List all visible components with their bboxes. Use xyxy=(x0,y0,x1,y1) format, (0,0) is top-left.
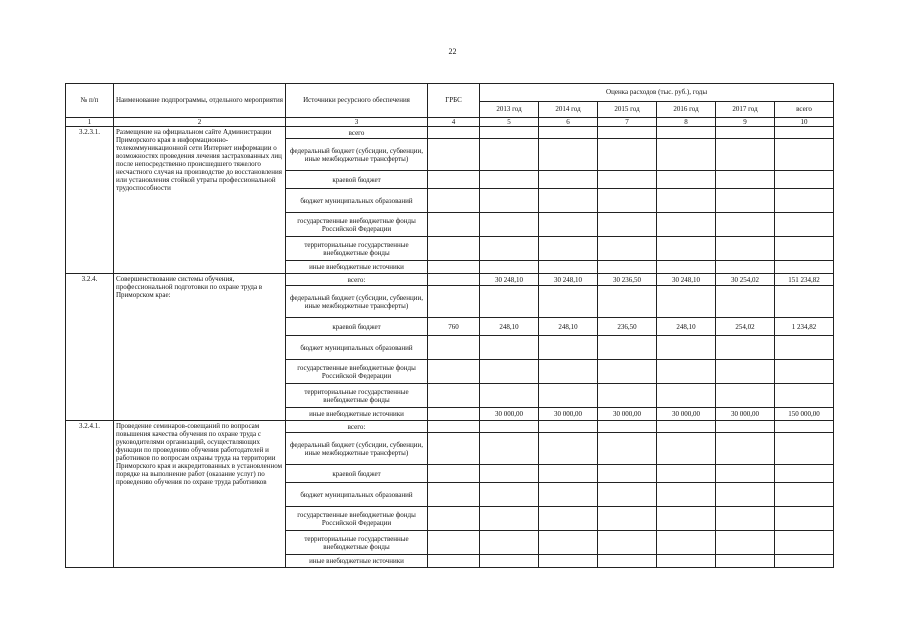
year-value: 30 000,00 xyxy=(480,408,539,421)
grbs-code xyxy=(428,465,480,483)
year-value: 248,10 xyxy=(480,318,539,336)
item-name: Размещение на официальном сайте Администрации Приморского края в информационно-телекоммуникационной сети Интернет информации о возможностях проведения лечения застрахованных лиц после непосредственно происшедшего тяжелого несчастного случая на производстве до восстановления или установления стойкой утраты профессиональной трудоспособности xyxy=(114,127,286,274)
grbs-code xyxy=(428,213,480,237)
year-value: 30 248,10 xyxy=(480,274,539,286)
header-total: всего xyxy=(775,102,834,118)
grbs-code xyxy=(428,507,480,531)
year-value xyxy=(598,261,657,274)
year-value xyxy=(716,237,775,261)
funding-source: иные внебюджетные источники xyxy=(286,555,428,568)
year-value xyxy=(716,421,775,433)
year-value xyxy=(657,261,716,274)
column-index: 9 xyxy=(716,118,775,127)
funding-source: территориальные государственные внебюджетные фонды xyxy=(286,531,428,555)
year-value xyxy=(480,433,539,465)
year-value xyxy=(657,384,716,408)
grbs-code xyxy=(428,237,480,261)
year-value xyxy=(657,483,716,507)
year-value xyxy=(539,139,598,171)
year-value xyxy=(480,483,539,507)
year-value xyxy=(539,483,598,507)
year-value xyxy=(657,507,716,531)
grbs-code xyxy=(428,127,480,139)
year-value xyxy=(716,507,775,531)
year-value xyxy=(598,433,657,465)
year-value xyxy=(480,336,539,360)
year-value xyxy=(480,171,539,189)
column-index: 8 xyxy=(657,118,716,127)
funding-source: всего: xyxy=(286,421,428,433)
grbs-code xyxy=(428,336,480,360)
funding-source: краевой бюджет xyxy=(286,465,428,483)
year-value xyxy=(539,465,598,483)
year-value xyxy=(598,171,657,189)
year-value xyxy=(716,555,775,568)
funding-source: государственные внебюджетные фонды Российской Федерации xyxy=(286,360,428,384)
header-row-top xyxy=(66,84,834,102)
header-estimate: Оценка расходов (тыс. руб.), годы xyxy=(480,84,834,102)
year-value xyxy=(657,465,716,483)
year-value: 30 000,00 xyxy=(598,408,657,421)
year-value: 248,10 xyxy=(657,318,716,336)
header-source: Источники ресурсного обеспечения xyxy=(286,84,428,118)
year-value xyxy=(598,189,657,213)
item-code: 3.2.3.1. xyxy=(66,127,114,274)
grbs-code xyxy=(428,408,480,421)
year-value xyxy=(657,531,716,555)
item-name: Проведение семинаров-совещаний по вопросам повышения качества обучения по охране труда с руководителями организаций, осуществляющих функции по проведению обучения работодателей и работников по вопросам охраны труда на территории Приморского края и аккредитованных в установленном порядке на выполнение работ (оказание услуг) по проведению обучения по охране труда работников xyxy=(114,421,286,568)
year-value xyxy=(657,360,716,384)
year-value xyxy=(480,465,539,483)
header-year: 2013 год xyxy=(480,102,539,118)
total-value: 150 000,00 xyxy=(775,408,834,421)
year-value xyxy=(539,555,598,568)
year-value xyxy=(539,421,598,433)
year-value xyxy=(598,336,657,360)
year-value xyxy=(480,189,539,213)
funding-source: бюджет муниципальных образований xyxy=(286,189,428,213)
total-value xyxy=(775,360,834,384)
year-value xyxy=(598,127,657,139)
header-year: 2016 год xyxy=(657,102,716,118)
total-value xyxy=(775,384,834,408)
grbs-code xyxy=(428,421,480,433)
total-value xyxy=(775,555,834,568)
year-value xyxy=(716,127,775,139)
grbs-code xyxy=(428,433,480,465)
grbs-code xyxy=(428,360,480,384)
year-value xyxy=(539,237,598,261)
funding-source: федеральный бюджет (субсидии, субвенции, иные межбюджетные трансферты) xyxy=(286,286,428,318)
funding-source: краевой бюджет xyxy=(286,171,428,189)
item-name: Совершенствование системы обучения, профессиональной подготовки по охране труда в Приморском крае: xyxy=(114,274,286,421)
year-value xyxy=(716,360,775,384)
page-number: 22 xyxy=(448,47,457,56)
year-value xyxy=(598,237,657,261)
year-value xyxy=(480,555,539,568)
total-value: 151 234,82 xyxy=(775,274,834,286)
year-value xyxy=(539,336,598,360)
grbs-code xyxy=(428,555,480,568)
funding-source: бюджет муниципальных образований xyxy=(286,483,428,507)
year-value xyxy=(716,171,775,189)
year-value xyxy=(716,465,775,483)
column-index: 6 xyxy=(539,118,598,127)
year-value xyxy=(480,237,539,261)
funding-source: территориальные государственные внебюджетные фонды xyxy=(286,237,428,261)
year-value xyxy=(716,531,775,555)
funding-source: государственные внебюджетные фонды Российской Федерации xyxy=(286,213,428,237)
year-value xyxy=(480,384,539,408)
column-index: 4 xyxy=(428,118,480,127)
year-value xyxy=(598,483,657,507)
year-value xyxy=(716,336,775,360)
funding-source: иные внебюджетные источники xyxy=(286,408,428,421)
year-value xyxy=(598,360,657,384)
funding-source: бюджет муниципальных образований xyxy=(286,336,428,360)
year-value xyxy=(480,286,539,318)
table-row xyxy=(66,274,834,286)
funding-source: иные внебюджетные источники xyxy=(286,261,428,274)
total-value xyxy=(775,531,834,555)
year-value xyxy=(539,433,598,465)
year-value xyxy=(480,261,539,274)
total-value xyxy=(775,171,834,189)
year-value xyxy=(598,555,657,568)
funding-source: федеральный бюджет (субсидии, субвенции, иные межбюджетные трансферты) xyxy=(286,139,428,171)
year-value xyxy=(598,384,657,408)
grbs-code xyxy=(428,531,480,555)
header-year: 2015 год xyxy=(598,102,657,118)
column-index: 3 xyxy=(286,118,428,127)
year-value xyxy=(716,433,775,465)
year-value xyxy=(598,465,657,483)
year-value xyxy=(598,286,657,318)
year-value xyxy=(480,139,539,171)
funding-source: краевой бюджет xyxy=(286,318,428,336)
year-value xyxy=(598,213,657,237)
year-value: 30 236,50 xyxy=(598,274,657,286)
item-code: 3.2.4. xyxy=(66,274,114,421)
funding-source: всего: xyxy=(286,274,428,286)
total-value xyxy=(775,483,834,507)
total-value xyxy=(775,507,834,531)
total-value xyxy=(775,465,834,483)
total-value: 1 234,82 xyxy=(775,318,834,336)
header-name: Наименование подпрограммы, отдельного мероприятия xyxy=(114,84,286,118)
year-value xyxy=(539,384,598,408)
item-code: 3.2.4.1. xyxy=(66,421,114,568)
funding-source: федеральный бюджет (субсидии, субвенции, иные межбюджетные трансферты) xyxy=(286,433,428,465)
year-value: 30 000,00 xyxy=(716,408,775,421)
year-value xyxy=(716,261,775,274)
year-value xyxy=(657,189,716,213)
year-value: 236,50 xyxy=(598,318,657,336)
year-value xyxy=(480,507,539,531)
column-index: 7 xyxy=(598,118,657,127)
total-value xyxy=(775,261,834,274)
year-value xyxy=(716,286,775,318)
year-value: 30 254,02 xyxy=(716,274,775,286)
total-value xyxy=(775,421,834,433)
total-value xyxy=(775,237,834,261)
year-value xyxy=(598,531,657,555)
year-value xyxy=(539,360,598,384)
year-value xyxy=(539,189,598,213)
table-row xyxy=(66,127,834,139)
total-value xyxy=(775,127,834,139)
year-value xyxy=(657,286,716,318)
year-value xyxy=(539,171,598,189)
year-value xyxy=(716,139,775,171)
year-value: 30 248,10 xyxy=(657,274,716,286)
column-index: 10 xyxy=(775,118,834,127)
expense-table xyxy=(65,83,834,568)
grbs-code: 760 xyxy=(428,318,480,336)
year-value xyxy=(598,507,657,531)
grbs-code xyxy=(428,286,480,318)
grbs-code xyxy=(428,139,480,171)
grbs-code xyxy=(428,384,480,408)
grbs-code xyxy=(428,274,480,286)
header-grbs: ГРБС xyxy=(428,84,480,118)
total-value xyxy=(775,336,834,360)
year-value xyxy=(480,127,539,139)
year-value xyxy=(480,360,539,384)
column-index: 5 xyxy=(480,118,539,127)
year-value xyxy=(716,384,775,408)
total-value xyxy=(775,139,834,171)
header-year: 2014 год xyxy=(539,102,598,118)
grbs-code xyxy=(428,189,480,213)
year-value xyxy=(657,555,716,568)
year-value xyxy=(539,507,598,531)
funding-source: государственные внебюджетные фонды Российской Федерации xyxy=(286,507,428,531)
year-value xyxy=(539,127,598,139)
total-value xyxy=(775,213,834,237)
year-value xyxy=(657,139,716,171)
year-value xyxy=(539,531,598,555)
year-value xyxy=(716,213,775,237)
header-year: 2017 год xyxy=(716,102,775,118)
year-value xyxy=(657,421,716,433)
year-value xyxy=(480,531,539,555)
total-value xyxy=(775,286,834,318)
year-value: 248,10 xyxy=(539,318,598,336)
column-index: 1 xyxy=(66,118,114,127)
year-value xyxy=(539,213,598,237)
column-index-row xyxy=(66,118,834,127)
year-value xyxy=(657,336,716,360)
year-value: 30 000,00 xyxy=(657,408,716,421)
year-value xyxy=(657,213,716,237)
year-value: 30 248,10 xyxy=(539,274,598,286)
year-value xyxy=(480,213,539,237)
year-value xyxy=(539,261,598,274)
grbs-code xyxy=(428,483,480,507)
table-row xyxy=(66,421,834,433)
grbs-code xyxy=(428,171,480,189)
year-value xyxy=(716,189,775,213)
year-value: 30 000,00 xyxy=(539,408,598,421)
year-value xyxy=(657,237,716,261)
total-value xyxy=(775,433,834,465)
total-value xyxy=(775,189,834,213)
header-number: № п/п xyxy=(66,84,114,118)
year-value xyxy=(598,139,657,171)
year-value xyxy=(480,421,539,433)
funding-source: территориальные государственные внебюджетные фонды xyxy=(286,384,428,408)
year-value xyxy=(657,171,716,189)
year-value xyxy=(657,127,716,139)
year-value: 254,02 xyxy=(716,318,775,336)
column-index: 2 xyxy=(114,118,286,127)
year-value xyxy=(539,286,598,318)
grbs-code xyxy=(428,261,480,274)
year-value xyxy=(716,483,775,507)
year-value xyxy=(657,433,716,465)
year-value xyxy=(598,421,657,433)
funding-source: всего xyxy=(286,127,428,139)
